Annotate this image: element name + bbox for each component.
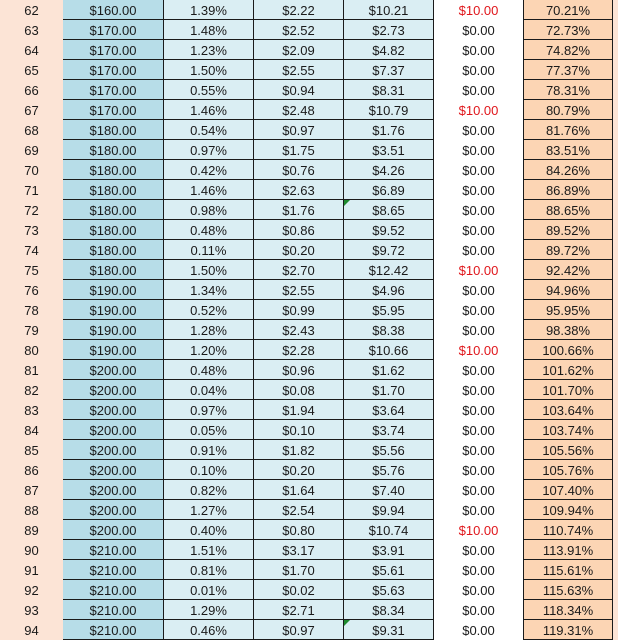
percent-cell[interactable]: 0.54%	[164, 120, 254, 140]
sheet-row	[0, 500, 618, 520]
amount-cell[interactable]: $200.00	[63, 480, 164, 500]
next-column-edge	[613, 480, 618, 500]
fee-cell[interactable]: $0.00	[433, 440, 523, 460]
fee-cell[interactable]: $0.00	[433, 40, 523, 60]
value-cell[interactable]: $0.76	[254, 160, 344, 180]
running-total-cell[interactable]: $4.96	[344, 280, 433, 300]
row-number[interactable]: 83	[0, 400, 63, 420]
amount-cell[interactable]: $200.00	[63, 440, 164, 460]
sheet-row	[0, 580, 618, 600]
next-column-edge	[613, 500, 618, 520]
cumulative-percent-cell[interactable]: 103.74%	[523, 420, 613, 440]
next-column-edge	[613, 0, 618, 20]
sheet-row	[0, 380, 618, 400]
value-cell[interactable]: $2.48	[254, 100, 344, 120]
row-number[interactable]: 80	[0, 340, 63, 360]
cumulative-percent-cell[interactable]: 101.70%	[523, 380, 613, 400]
next-column-edge	[613, 440, 618, 460]
cumulative-percent-cell[interactable]: 95.95%	[523, 300, 613, 320]
cumulative-percent-cell[interactable]: 77.37%	[523, 60, 613, 80]
running-total-cell[interactable]: $9.94	[344, 500, 433, 520]
sheet-row	[0, 600, 618, 620]
running-total-cell[interactable]: $5.56	[344, 440, 433, 460]
sheet-row	[0, 220, 618, 240]
next-column-edge	[613, 360, 618, 380]
next-column-edge	[613, 540, 618, 560]
fee-cell[interactable]: $0.00	[433, 600, 523, 620]
row-number[interactable]: 66	[0, 80, 63, 100]
row-number[interactable]: 89	[0, 520, 63, 540]
cumulative-percent-cell[interactable]: 105.56%	[523, 440, 613, 460]
amount-cell[interactable]: $180.00	[63, 120, 164, 140]
sheet-row	[0, 300, 618, 320]
sheet-row	[0, 0, 618, 20]
next-column-edge	[613, 100, 618, 120]
sheet-row	[0, 520, 618, 540]
running-total-cell[interactable]: $5.95	[344, 300, 433, 320]
value-cell[interactable]: $0.02	[254, 580, 344, 600]
percent-cell[interactable]: 0.98%	[164, 200, 254, 220]
running-total-cell[interactable]: $10.21	[344, 0, 433, 20]
sheet-row	[0, 280, 618, 300]
percent-cell[interactable]: 1.46%	[164, 100, 254, 120]
fee-cell[interactable]: $0.00	[433, 20, 523, 40]
next-column-edge	[613, 320, 618, 340]
amount-cell[interactable]: $170.00	[63, 40, 164, 60]
cumulative-percent-cell[interactable]: 110.74%	[523, 520, 613, 540]
value-cell[interactable]: $2.28	[254, 340, 344, 360]
fee-cell[interactable]: $0.00	[433, 160, 523, 180]
value-cell[interactable]: $1.94	[254, 400, 344, 420]
value-cell[interactable]: $1.64	[254, 480, 344, 500]
sheet-row	[0, 80, 618, 100]
sheet-row	[0, 540, 618, 560]
sheet-row	[0, 440, 618, 460]
amount-cell[interactable]: $200.00	[63, 520, 164, 540]
running-total-cell[interactable]: $12.42	[344, 260, 433, 280]
row-number[interactable]: 84	[0, 420, 63, 440]
next-column-edge	[613, 60, 618, 80]
cumulative-percent-cell[interactable]: 100.66%	[523, 340, 613, 360]
row-number[interactable]: 67	[0, 100, 63, 120]
row-number[interactable]: 63	[0, 20, 63, 40]
row-number[interactable]: 68	[0, 120, 63, 140]
next-column-edge	[613, 620, 618, 640]
fee-cell[interactable]: $0.00	[433, 460, 523, 480]
running-total-cell[interactable]: $3.51	[344, 140, 433, 160]
cumulative-percent-cell[interactable]: 107.40%	[523, 480, 613, 500]
next-column-edge	[613, 240, 618, 260]
amount-cell[interactable]: $210.00	[63, 540, 164, 560]
fee-cell[interactable]: $10.00	[433, 0, 523, 20]
cumulative-percent-cell[interactable]: 118.34%	[523, 600, 613, 620]
percent-cell[interactable]: 1.28%	[164, 320, 254, 340]
next-column-edge	[613, 600, 618, 620]
running-total-cell[interactable]: $9.72	[344, 240, 433, 260]
sheet-row	[0, 480, 618, 500]
amount-cell[interactable]: $200.00	[63, 400, 164, 420]
fee-cell[interactable]: $0.00	[433, 80, 523, 100]
sheet-row	[0, 360, 618, 380]
fee-cell[interactable]: $10.00	[433, 260, 523, 280]
comment-indicator-icon	[344, 200, 350, 206]
percent-cell[interactable]: 1.48%	[164, 20, 254, 40]
row-number[interactable]: 86	[0, 460, 63, 480]
fee-cell[interactable]: $0.00	[433, 60, 523, 80]
amount-cell[interactable]: $180.00	[63, 160, 164, 180]
value-cell[interactable]: $3.17	[254, 540, 344, 560]
row-number[interactable]: 82	[0, 380, 63, 400]
running-total-cell[interactable]: $3.64	[344, 400, 433, 420]
row-number[interactable]: 93	[0, 600, 63, 620]
value-cell[interactable]: $2.55	[254, 60, 344, 80]
cumulative-percent-cell[interactable]: 94.96%	[523, 280, 613, 300]
percent-cell[interactable]: 0.81%	[164, 560, 254, 580]
value-cell[interactable]: $2.70	[254, 260, 344, 280]
amount-cell[interactable]: $180.00	[63, 240, 164, 260]
value-cell[interactable]: $0.96	[254, 360, 344, 380]
row-number[interactable]: 62	[0, 0, 63, 20]
sheet-row	[0, 120, 618, 140]
value-cell[interactable]: $2.55	[254, 280, 344, 300]
percent-cell[interactable]: 1.50%	[164, 260, 254, 280]
next-column-edge	[613, 120, 618, 140]
running-total-cell[interactable]: $8.65	[344, 200, 433, 220]
row-number[interactable]: 70	[0, 160, 63, 180]
sheet-row	[0, 320, 618, 340]
sheet-row	[0, 180, 618, 200]
fee-cell[interactable]: $10.00	[433, 340, 523, 360]
fee-cell[interactable]: $0.00	[433, 140, 523, 160]
cumulative-percent-cell[interactable]: 80.79%	[523, 100, 613, 120]
cumulative-percent-cell[interactable]: 86.89%	[523, 180, 613, 200]
next-column-edge	[613, 220, 618, 240]
cumulative-percent-cell[interactable]: 78.31%	[523, 80, 613, 100]
value-cell[interactable]: $1.70	[254, 560, 344, 580]
fee-cell[interactable]: $10.00	[433, 100, 523, 120]
amount-cell[interactable]: $210.00	[63, 620, 164, 640]
sheet-row	[0, 60, 618, 80]
row-number[interactable]: 92	[0, 580, 63, 600]
cumulative-percent-cell[interactable]: 81.76%	[523, 120, 613, 140]
cumulative-percent-cell[interactable]: 113.91%	[523, 540, 613, 560]
value-cell[interactable]: $0.99	[254, 300, 344, 320]
value-cell[interactable]: $2.63	[254, 180, 344, 200]
cumulative-percent-cell[interactable]: 84.26%	[523, 160, 613, 180]
sheet-row	[0, 620, 618, 640]
next-column-edge	[613, 260, 618, 280]
running-total-cell[interactable]: $6.89	[344, 180, 433, 200]
cumulative-percent-cell[interactable]: 72.73%	[523, 20, 613, 40]
amount-cell[interactable]: $180.00	[63, 260, 164, 280]
percent-cell[interactable]: 1.20%	[164, 340, 254, 360]
running-total-cell[interactable]: $10.74	[344, 520, 433, 540]
amount-cell[interactable]: $200.00	[63, 420, 164, 440]
value-cell[interactable]: $0.20	[254, 240, 344, 260]
percent-cell[interactable]: 0.40%	[164, 520, 254, 540]
value-cell[interactable]: $0.10	[254, 420, 344, 440]
cumulative-percent-cell[interactable]: 101.62%	[523, 360, 613, 380]
row-number[interactable]: 81	[0, 360, 63, 380]
fee-cell[interactable]: $0.00	[433, 240, 523, 260]
cumulative-percent-cell[interactable]: 92.42%	[523, 260, 613, 280]
percent-cell[interactable]: 0.11%	[164, 240, 254, 260]
fee-cell[interactable]: $0.00	[433, 360, 523, 380]
sheet-row	[0, 560, 618, 580]
value-cell[interactable]: $0.80	[254, 520, 344, 540]
running-total-cell[interactable]: $7.40	[344, 480, 433, 500]
running-total-cell[interactable]: $8.31	[344, 80, 433, 100]
row-number[interactable]: 64	[0, 40, 63, 60]
cumulative-percent-cell[interactable]: 98.38%	[523, 320, 613, 340]
next-column-edge	[613, 180, 618, 200]
sheet-row	[0, 100, 618, 120]
sheet-row	[0, 20, 618, 40]
sheet-row	[0, 240, 618, 260]
sheet-row	[0, 460, 618, 480]
next-column-edge	[613, 520, 618, 540]
fee-cell[interactable]: $0.00	[433, 560, 523, 580]
row-number[interactable]: 76	[0, 280, 63, 300]
running-total-cell[interactable]: $9.52	[344, 220, 433, 240]
next-column-edge	[613, 340, 618, 360]
running-total-cell[interactable]: $1.62	[344, 360, 433, 380]
next-column-edge	[613, 20, 618, 40]
percent-cell[interactable]: 0.01%	[164, 580, 254, 600]
running-total-cell[interactable]: $1.70	[344, 380, 433, 400]
fee-cell[interactable]: $0.00	[433, 400, 523, 420]
sheet-row	[0, 140, 618, 160]
percent-cell[interactable]: 0.82%	[164, 480, 254, 500]
cumulative-percent-cell[interactable]: 88.65%	[523, 200, 613, 220]
amount-cell[interactable]: $190.00	[63, 280, 164, 300]
percent-cell[interactable]: 1.23%	[164, 40, 254, 60]
fee-cell[interactable]: $0.00	[433, 480, 523, 500]
amount-cell[interactable]: $200.00	[63, 500, 164, 520]
next-column-edge	[613, 380, 618, 400]
amount-cell[interactable]: $210.00	[63, 580, 164, 600]
running-total-cell[interactable]: $10.66	[344, 340, 433, 360]
cumulative-percent-cell[interactable]: 105.76%	[523, 460, 613, 480]
sheet-row	[0, 260, 618, 280]
percent-cell[interactable]: 1.50%	[164, 60, 254, 80]
amount-cell[interactable]: $190.00	[63, 300, 164, 320]
next-column-edge	[613, 580, 618, 600]
row-number[interactable]: 91	[0, 560, 63, 580]
row-number[interactable]: 90	[0, 540, 63, 560]
percent-cell[interactable]: 1.27%	[164, 500, 254, 520]
running-total-cell[interactable]: $7.37	[344, 60, 433, 80]
cumulative-percent-cell[interactable]: 103.64%	[523, 400, 613, 420]
running-total-cell[interactable]: $5.61	[344, 560, 433, 580]
cumulative-percent-cell[interactable]: 83.51%	[523, 140, 613, 160]
sheet-row	[0, 200, 618, 220]
sheet-row	[0, 340, 618, 360]
fee-cell[interactable]: $0.00	[433, 200, 523, 220]
row-number[interactable]: 73	[0, 220, 63, 240]
percent-cell[interactable]: 0.42%	[164, 160, 254, 180]
percent-cell[interactable]: 0.55%	[164, 80, 254, 100]
fee-cell[interactable]: $10.00	[433, 520, 523, 540]
cumulative-percent-cell[interactable]: 109.94%	[523, 500, 613, 520]
row-number[interactable]: 88	[0, 500, 63, 520]
fee-cell[interactable]: $0.00	[433, 620, 523, 640]
value-cell[interactable]: $0.97	[254, 120, 344, 140]
percent-cell[interactable]: 0.04%	[164, 380, 254, 400]
amount-cell[interactable]: $170.00	[63, 20, 164, 40]
percent-cell[interactable]: 0.52%	[164, 300, 254, 320]
value-cell[interactable]: $1.76	[254, 200, 344, 220]
next-column-edge	[613, 160, 618, 180]
percent-cell[interactable]: 1.34%	[164, 280, 254, 300]
percent-cell[interactable]: 0.91%	[164, 440, 254, 460]
value-cell[interactable]: $1.82	[254, 440, 344, 460]
percent-cell[interactable]: 0.46%	[164, 620, 254, 640]
amount-cell[interactable]: $190.00	[63, 320, 164, 340]
cumulative-percent-cell[interactable]: 115.63%	[523, 580, 613, 600]
cumulative-percent-cell[interactable]: 119.31%	[523, 620, 613, 640]
amount-cell[interactable]: $200.00	[63, 380, 164, 400]
next-column-edge	[613, 280, 618, 300]
amount-cell[interactable]: $200.00	[63, 460, 164, 480]
row-number[interactable]: 85	[0, 440, 63, 460]
percent-cell[interactable]: 1.39%	[164, 0, 254, 20]
value-cell[interactable]: $0.20	[254, 460, 344, 480]
fee-cell[interactable]: $0.00	[433, 180, 523, 200]
amount-cell[interactable]: $170.00	[63, 60, 164, 80]
amount-cell[interactable]: $180.00	[63, 200, 164, 220]
cumulative-percent-cell[interactable]: 89.52%	[523, 220, 613, 240]
next-column-edge	[613, 400, 618, 420]
next-column-edge	[613, 560, 618, 580]
next-column-edge	[613, 200, 618, 220]
percent-cell[interactable]: 1.29%	[164, 600, 254, 620]
sheet-row	[0, 400, 618, 420]
sheet-row	[0, 420, 618, 440]
fee-cell[interactable]: $0.00	[433, 420, 523, 440]
value-cell[interactable]: $2.71	[254, 600, 344, 620]
next-column-edge	[613, 140, 618, 160]
value-cell[interactable]: $2.22	[254, 0, 344, 20]
next-column-edge	[613, 420, 618, 440]
row-number[interactable]: 79	[0, 320, 63, 340]
running-total-cell[interactable]: $5.76	[344, 460, 433, 480]
percent-cell[interactable]: 0.10%	[164, 460, 254, 480]
percent-cell[interactable]: 0.48%	[164, 360, 254, 380]
fee-cell[interactable]: $0.00	[433, 500, 523, 520]
running-total-cell[interactable]: $4.82	[344, 40, 433, 60]
running-total-cell[interactable]: $8.34	[344, 600, 433, 620]
next-column-edge	[613, 300, 618, 320]
row-number[interactable]: 74	[0, 240, 63, 260]
row-number[interactable]: 65	[0, 60, 63, 80]
amount-cell[interactable]: $190.00	[63, 340, 164, 360]
fee-cell[interactable]: $0.00	[433, 580, 523, 600]
amount-cell[interactable]: $160.00	[63, 0, 164, 20]
percent-cell[interactable]: 1.46%	[164, 180, 254, 200]
percent-cell[interactable]: 0.05%	[164, 420, 254, 440]
value-cell[interactable]: $0.08	[254, 380, 344, 400]
value-cell[interactable]: $2.54	[254, 500, 344, 520]
value-cell[interactable]: $0.86	[254, 220, 344, 240]
fee-cell[interactable]: $0.00	[433, 280, 523, 300]
fee-cell[interactable]: $0.00	[433, 380, 523, 400]
comment-indicator-icon	[344, 620, 350, 626]
row-number[interactable]: 94	[0, 620, 63, 640]
cumulative-percent-cell[interactable]: 74.82%	[523, 40, 613, 60]
amount-cell[interactable]: $180.00	[63, 180, 164, 200]
percent-cell[interactable]: 0.48%	[164, 220, 254, 240]
value-cell[interactable]: $0.97	[254, 620, 344, 640]
fee-cell[interactable]: $0.00	[433, 540, 523, 560]
row-number[interactable]: 69	[0, 140, 63, 160]
row-number[interactable]: 87	[0, 480, 63, 500]
next-column-edge	[613, 80, 618, 100]
running-total-cell[interactable]: $9.31	[344, 620, 433, 640]
value-cell[interactable]: $2.52	[254, 20, 344, 40]
running-total-cell[interactable]: $3.74	[344, 420, 433, 440]
cumulative-percent-cell[interactable]: 115.61%	[523, 560, 613, 580]
running-total-cell[interactable]: $1.76	[344, 120, 433, 140]
percent-cell[interactable]: 0.97%	[164, 400, 254, 420]
amount-cell[interactable]: $170.00	[63, 80, 164, 100]
fee-cell[interactable]: $0.00	[433, 220, 523, 240]
row-number[interactable]: 72	[0, 200, 63, 220]
cumulative-percent-cell[interactable]: 89.72%	[523, 240, 613, 260]
running-total-cell[interactable]: $2.73	[344, 20, 433, 40]
row-number[interactable]: 78	[0, 300, 63, 320]
row-number[interactable]: 71	[0, 180, 63, 200]
percent-cell[interactable]: 1.51%	[164, 540, 254, 560]
amount-cell[interactable]: $180.00	[63, 220, 164, 240]
running-total-cell[interactable]: $3.91	[344, 540, 433, 560]
running-total-cell[interactable]: $5.63	[344, 580, 433, 600]
value-cell[interactable]: $0.94	[254, 80, 344, 100]
amount-cell[interactable]: $200.00	[63, 360, 164, 380]
value-cell[interactable]: $2.43	[254, 320, 344, 340]
amount-cell[interactable]: $210.00	[63, 560, 164, 580]
next-column-edge	[613, 460, 618, 480]
next-column-edge	[613, 40, 618, 60]
amount-cell[interactable]: $210.00	[63, 600, 164, 620]
value-cell[interactable]: $1.75	[254, 140, 344, 160]
value-cell[interactable]: $2.09	[254, 40, 344, 60]
running-total-cell[interactable]: $4.26	[344, 160, 433, 180]
row-number[interactable]: 75	[0, 260, 63, 280]
running-total-cell[interactable]: $10.79	[344, 100, 433, 120]
fee-cell[interactable]: $0.00	[433, 300, 523, 320]
fee-cell[interactable]: $0.00	[433, 120, 523, 140]
cumulative-percent-cell[interactable]: 70.21%	[523, 0, 613, 20]
sheet-row	[0, 40, 618, 60]
sheet-row	[0, 160, 618, 180]
amount-cell[interactable]: $180.00	[63, 140, 164, 160]
running-total-cell[interactable]: $8.38	[344, 320, 433, 340]
amount-cell[interactable]: $170.00	[63, 100, 164, 120]
fee-cell[interactable]: $0.00	[433, 320, 523, 340]
percent-cell[interactable]: 0.97%	[164, 140, 254, 160]
